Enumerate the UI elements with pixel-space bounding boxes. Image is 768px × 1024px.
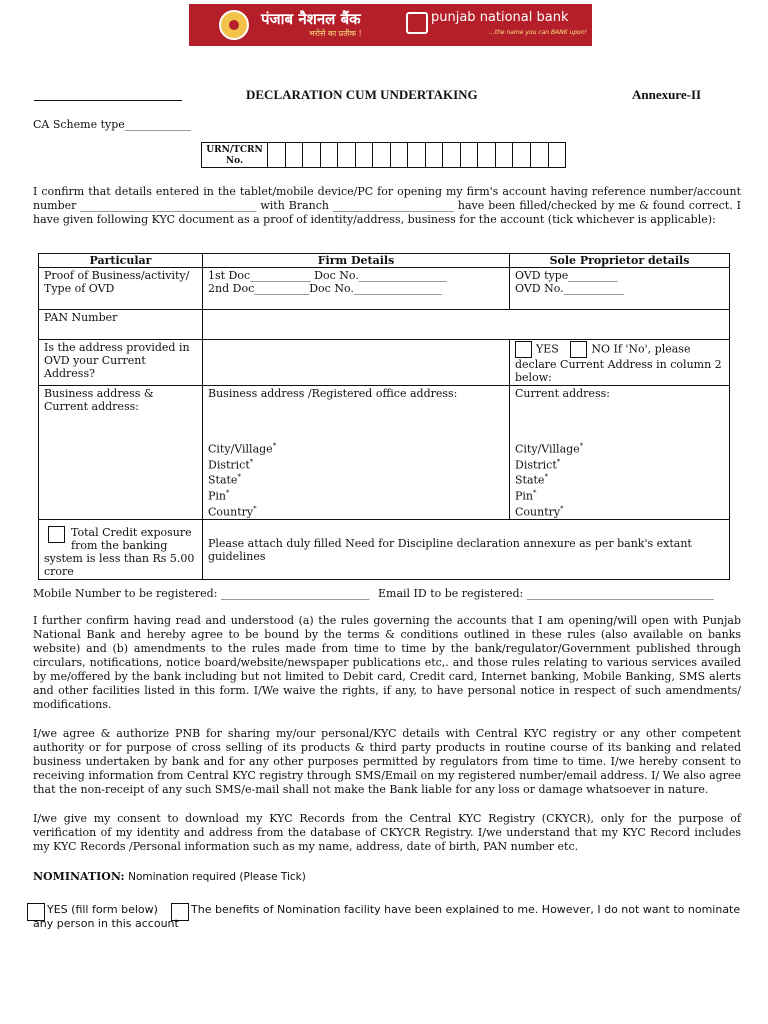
- firm-state-field[interactable]: State*: [208, 473, 241, 487]
- urn-cell[interactable]: [268, 143, 286, 167]
- urn-cell[interactable]: [303, 143, 321, 167]
- particular-pan-number: PAN Number: [39, 310, 203, 340]
- particular-current-address-question: Is the address provided in OVD your Current Address?: [39, 340, 203, 386]
- firm-address-heading: Business address /Registered office address:: [208, 387, 458, 400]
- sole-ovd-cell[interactable]: [510, 268, 730, 310]
- bank-name-english: punjab national bank: [431, 10, 569, 25]
- address-yes-no-cell: [510, 340, 730, 386]
- nomination-row: [33, 870, 306, 885]
- pnb-logo-icon: [406, 12, 428, 34]
- firm-country-field[interactable]: Country*: [208, 504, 257, 519]
- firm-address-question-cell[interactable]: [203, 340, 510, 386]
- header-firm-details: Firm Details: [203, 254, 510, 268]
- credit-exposure-label: Total Credit exposure from the banking system is less than Rs 5.00 crore: [44, 526, 195, 579]
- urn-tcrn-field[interactable]: [201, 142, 566, 168]
- particular-business-address: Business address & Current address:: [39, 386, 203, 520]
- no-label: NO If 'No', please declare Current Address in column 2 below:: [515, 342, 722, 384]
- sole-country-field[interactable]: Country*: [515, 504, 564, 519]
- sole-state-field[interactable]: State*: [515, 473, 548, 487]
- nomination-label: NOMINATION:: [33, 870, 125, 883]
- urn-cell[interactable]: [496, 143, 514, 167]
- firm-pin-field[interactable]: Pin*: [208, 488, 230, 503]
- bank-name-hindi: पंजाब नैशनल बैंक: [261, 10, 361, 28]
- urn-cell[interactable]: [321, 143, 339, 167]
- header-sole-proprietor: Sole Proprietor details: [510, 254, 730, 268]
- credit-exposure-cell: [39, 520, 203, 580]
- confirmation-text: I confirm that details entered in the tablet/mobile device/PC for opening my firm's account having reference number/account number ________________________________ with Branch ______________________ have been filled/checked by me & found correct. I have given following KYC document as a proof of identity/address, business for the account (tick whichever is applicable):: [33, 185, 741, 226]
- nomination-instruction: Nomination required (Please Tick): [128, 871, 306, 883]
- yes-checkbox[interactable]: [515, 341, 532, 358]
- urn-cell[interactable]: [461, 143, 479, 167]
- form-title: DECLARATION CUM UNDERTAKING: [246, 87, 478, 102]
- firm-city-field[interactable]: City/Village*: [208, 442, 277, 456]
- email-id-field[interactable]: Email ID to be registered: __________________________________: [378, 587, 714, 600]
- urn-cell[interactable]: [338, 143, 356, 167]
- urn-cell[interactable]: [513, 143, 531, 167]
- sole-district-field[interactable]: District*: [515, 457, 561, 472]
- rules-acknowledgement: I further confirm having read and understood (a) the rules governing the accounts that I am opening/will open with Punjab National Bank and hereby agree to be bound by the terms & conditions outlined in these rules (also available on banks website) and (b) amendments to the rules made from time to time by the bank/regulator/Government published through circulars, notifications, notice board/website/newspaper publications etc,. and those rules relating to various services availed by me/offered by the bank including but not limited to Debit card, Credit card, Internet banking, Mobile Banking, SMS alerts and other facilities listed in this form. I/We waive the rights, if any, to have personal notice in respect of such amendments/ modifications.: [33, 614, 741, 711]
- bank-banner: [189, 4, 592, 46]
- sole-city-field[interactable]: City/Village*: [515, 442, 584, 456]
- sole-address-heading: Current address:: [515, 387, 610, 400]
- urn-cell[interactable]: [426, 143, 444, 167]
- annexure-label: Annexure-II: [632, 87, 702, 102]
- urn-cell[interactable]: [478, 143, 496, 167]
- header-particular: Particular: [39, 254, 203, 268]
- ca-scheme-field[interactable]: CA Scheme type____________: [33, 118, 191, 131]
- firm-doc-cell[interactable]: [203, 268, 510, 310]
- urn-label: URN/TCRN No.: [202, 143, 268, 167]
- nomination-decline-text: The benefits of Nomination facility have been explained to me. However, I do not want to nominate any person in this account: [33, 903, 741, 930]
- urn-cell[interactable]: [531, 143, 549, 167]
- bank-emblem-icon: [219, 10, 249, 40]
- urn-cell[interactable]: [356, 143, 374, 167]
- pan-number-field[interactable]: [203, 310, 730, 340]
- urn-cell[interactable]: [391, 143, 409, 167]
- nomination-yes-label: YES (fill form below): [47, 903, 158, 916]
- ovd-type-field[interactable]: OVD type_________: [515, 269, 618, 282]
- credit-exposure-checkbox[interactable]: [48, 526, 65, 543]
- hindi-tagline: भरोसे का प्रतीक !: [309, 29, 362, 38]
- english-tagline: ...the name you can BANK upon!: [489, 29, 588, 36]
- second-doc-field[interactable]: 2nd Doc__________Doc No.________________: [208, 282, 442, 295]
- sole-pin-field[interactable]: Pin*: [515, 488, 537, 503]
- urn-cell[interactable]: [373, 143, 391, 167]
- signature-line: [34, 100, 182, 101]
- urn-cell[interactable]: [443, 143, 461, 167]
- ovd-no-field[interactable]: OVD No.___________: [515, 282, 625, 295]
- first-doc-field[interactable]: 1st Doc___________ Doc No.________________: [208, 269, 447, 282]
- urn-cell[interactable]: [408, 143, 426, 167]
- urn-cell[interactable]: [549, 143, 566, 167]
- firm-district-field[interactable]: District*: [208, 457, 254, 472]
- particular-proof-of-business: Proof of Business/activity/ Type of OVD: [39, 268, 203, 310]
- mobile-number-field[interactable]: Mobile Number to be registered: ___________________________: [33, 587, 370, 600]
- firm-address-cell[interactable]: [203, 386, 510, 520]
- yes-label: YES: [536, 342, 559, 356]
- discipline-declaration-note: Please attach duly filled Need for Discipline declaration annexure as per bank's extant guidelines: [203, 520, 730, 580]
- kyc-sharing-consent: I/we agree & authorize PNB for sharing my/our personal/KYC details with Central KYC registry or any other competent authority or for purpose of cross selling of its products & third party products in routine course of its banking and related business undertaken by bank and for any other purposes permitted by regulators from time to time. I/we hereby consent to receiving information from Central KYC registry through SMS/Email on my registered number/email address. I/ We also agree that the non-receipt of any such SMS/e-mail shall not make the Bank liable for any loss or damage whatsoever in nature.: [33, 727, 741, 796]
- no-checkbox[interactable]: [570, 341, 587, 358]
- urn-cell[interactable]: [286, 143, 304, 167]
- sole-address-cell[interactable]: [510, 386, 730, 520]
- ckycr-download-consent: I/we give my consent to download my KYC Records from the Central KYC Registry (CKYCR), only for the purpose of verification of my identity and address from the database of CKYCR Registry. I/we understand that my KYC Record includes my KYC Records /Personal information such as my name, address, date of birth, PAN number etc.: [33, 812, 741, 853]
- kyc-table: [38, 253, 730, 580]
